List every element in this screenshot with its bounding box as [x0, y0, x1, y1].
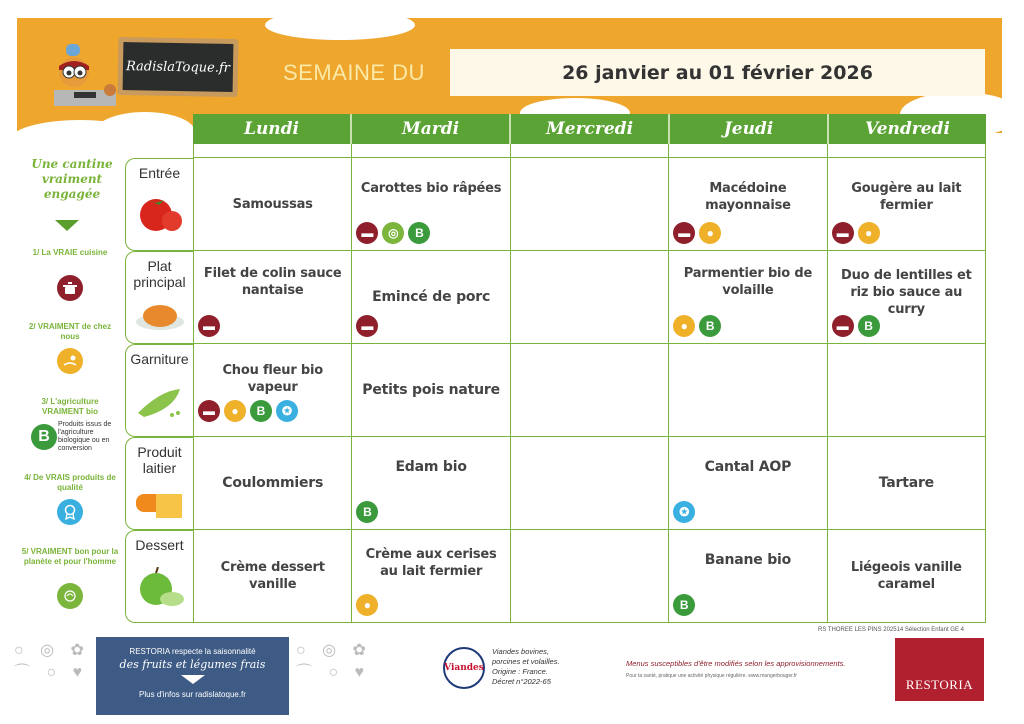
local-farm-icon [57, 348, 83, 374]
radislatoque-logo[interactable] [118, 37, 239, 97]
dish-name: Filet de colin sauce nantaise [203, 266, 342, 298]
health-notice: Pour ta santé, pratique une activité physique régulière. www.mangerbouger.fr [626, 673, 797, 679]
vegetables-decoration-icon: ○ ◎ ✿ ⌒ ○ ♥ [296, 642, 372, 681]
engagement-title: Une cantine vraiment engagée [31, 157, 113, 201]
local-farm-icon: ● [699, 222, 721, 244]
dish-name: Coulommiers [222, 474, 324, 491]
day-headers [193, 114, 986, 144]
peas-icon [134, 383, 186, 423]
row-produit-laitier [193, 437, 986, 530]
menu-cell [352, 251, 510, 344]
row-entree [193, 158, 986, 251]
bio-b-icon: B [408, 222, 430, 244]
reference-code: RS THOREE LES PINS 202514 Sélection Enfant GE 4 [818, 627, 964, 633]
dish-name: Crème dessert vanille [220, 560, 325, 592]
badge-list [356, 315, 378, 337]
triangle-down-icon [181, 675, 205, 684]
dish-name: Duo de lentilles et riz bio sauce au curry [841, 268, 972, 317]
tomato-icon [134, 193, 186, 233]
dish-name: Crème aux cerises au lait fermier [365, 547, 497, 579]
badge-list [198, 315, 220, 337]
dish-name: Emincé de porc [372, 288, 491, 305]
badge-list [832, 222, 880, 244]
dish-name: Tartare [878, 474, 934, 491]
pot-icon: ▬ [832, 222, 854, 244]
engagement-item-quality: 4/ De VRAIS produits de qualité [24, 473, 116, 492]
menu-cell [828, 437, 986, 530]
vegetables-decoration-icon: ○ ◎ ✿ ⌒ ○ ♥ [14, 642, 90, 681]
quality-medal-icon [57, 499, 83, 525]
dish-name: Banane bio [704, 552, 792, 568]
badge-list [356, 222, 430, 244]
restoria-logo [895, 638, 984, 701]
local-farm-icon: ● [356, 594, 378, 616]
dish-name: Gougère au lait fermier [851, 181, 962, 213]
bio-b-icon: B [699, 315, 721, 337]
category-label: Dessert [135, 537, 184, 553]
pot-icon: ▬ [832, 315, 854, 337]
menu-cell-empty [669, 344, 827, 437]
badge-list [673, 315, 721, 337]
pot-icon: ▬ [198, 315, 220, 337]
roast-chicken-icon [134, 296, 186, 336]
menu-cell [669, 437, 827, 530]
menu-cell [193, 158, 352, 251]
menu-cell [669, 251, 827, 344]
more-info-link[interactable]: Plus d'infos sur radislatoque.fr [139, 690, 246, 699]
meat-origin-line: porcines et volailles. [492, 657, 560, 666]
dish-name: Chou fleur bio vapeur [222, 363, 323, 395]
cheese-icon [134, 486, 186, 526]
engagement-item-bio: 3/ L'agriculture VRAIMENT bio [41, 397, 99, 416]
day-header-mercredi: Mercredi [511, 114, 670, 144]
badge-list [356, 594, 378, 616]
planet-icon [57, 583, 83, 609]
row-plat-principal [193, 251, 986, 344]
category-plat-principal [125, 251, 193, 344]
bio-b-icon: B [250, 400, 272, 422]
menu-cell [193, 530, 352, 623]
row-garniture [193, 344, 986, 437]
dish-name: Carottes bio râpées [360, 181, 502, 196]
dish-name: Parmentier bio de volaille [683, 266, 813, 298]
bio-b-icon: B [31, 424, 57, 450]
menu-cell-empty [511, 158, 669, 251]
meat-origin-info [492, 647, 560, 687]
week-label: SEMAINE DU [283, 60, 425, 85]
menu-cell [669, 530, 827, 623]
viandes-francaises-logo [443, 647, 485, 689]
menu-cell-empty [828, 344, 986, 437]
bio-b-icon: B [673, 594, 695, 616]
dish-name: Samoussas [232, 196, 313, 212]
seasonality-line1: RESTORIA respecte la saisonnalité [129, 647, 256, 656]
menu-cell [352, 344, 510, 437]
cloud-decoration [265, 10, 415, 40]
dish-name: Cantal AOP [704, 459, 792, 475]
restoria-logo-text: RESTORIA [905, 677, 974, 692]
badge-list [673, 222, 721, 244]
logo-text: RadislaToque.fr [125, 58, 231, 76]
pot-icon: ▬ [198, 400, 220, 422]
meat-origin-line: Décret n°2022-65 [492, 677, 551, 686]
seasonality-info-box[interactable] [96, 637, 289, 715]
dish-name: Liégeois vanille caramel [850, 560, 962, 592]
category-label: Entrée [138, 165, 181, 181]
row-dessert [193, 530, 986, 623]
pot-icon [57, 275, 83, 301]
day-header-lundi: Lundi [193, 114, 352, 144]
badge-list [673, 501, 695, 523]
triangle-down-icon [55, 220, 79, 231]
menu-cell [193, 437, 352, 530]
cloud-decoration [95, 112, 195, 152]
planet-icon: ◎ [382, 222, 404, 244]
menu-grid [193, 114, 986, 623]
badge-list [673, 594, 695, 616]
bio-b-icon: B [356, 501, 378, 523]
engagement-item-local: 2/ VRAIMENT de chez nous [28, 322, 112, 341]
day-header-mardi: Mardi [352, 114, 511, 144]
engagement-item-cuisine: 1/ La VRAIE cuisine [32, 248, 108, 257]
menu-cell [193, 344, 352, 437]
menu-cell [193, 251, 352, 344]
category-dessert [125, 530, 193, 623]
menu-cell [828, 251, 986, 344]
apple-icon [134, 567, 186, 607]
spacer-row [193, 144, 986, 158]
local-farm-icon: ● [858, 222, 880, 244]
pot-icon: ▬ [673, 222, 695, 244]
menu-cell-empty [511, 344, 669, 437]
menu-cell [352, 158, 510, 251]
category-garniture [125, 344, 193, 437]
meat-origin-line: Origine : France. [492, 667, 548, 676]
day-header-jeudi: Jeudi [670, 114, 829, 144]
quality-medal-icon: ✪ [276, 400, 298, 422]
badge-list [356, 501, 378, 523]
menu-cell [828, 530, 986, 623]
category-label: Plat principal [133, 258, 186, 290]
date-range-box [450, 49, 985, 96]
day-header-vendredi: Vendredi [829, 114, 986, 144]
menu-cell [828, 158, 986, 251]
menu-cell-empty [511, 251, 669, 344]
quality-medal-icon: ✪ [673, 501, 695, 523]
category-label: Produit laitier [137, 444, 182, 476]
category-entree [125, 158, 193, 251]
dish-name: Edam bio [395, 459, 467, 475]
bio-b-icon: B [858, 315, 880, 337]
menu-cell [352, 530, 510, 623]
pot-icon: ▬ [356, 222, 378, 244]
local-farm-icon: ● [673, 315, 695, 337]
badge-list [198, 400, 298, 422]
pot-icon: ▬ [356, 315, 378, 337]
menu-cell [669, 158, 827, 251]
dish-name: Petits pois nature [362, 381, 500, 398]
meat-origin-line: Viandes bovines, [492, 647, 549, 656]
badge-list [832, 315, 880, 337]
category-label: Garniture [130, 351, 189, 367]
dish-name: Macédoine mayonnaise [705, 181, 791, 213]
menu-change-notice: Menus susceptibles d'être modifiés selon les approvisionnements. [626, 659, 846, 668]
category-produit-laitier [125, 437, 193, 530]
menu-cell [352, 437, 510, 530]
seasonality-line2: des fruits et légumes frais [119, 658, 266, 671]
menu-cell-empty [511, 530, 669, 623]
date-range: 26 janvier au 01 février 2026 [562, 61, 873, 84]
menu-cell-empty [511, 437, 669, 530]
viandes-logo-text: Viandes [444, 663, 484, 673]
chef-mascot-icon [44, 42, 124, 112]
bio-note: Produits issus de l'agriculture biologique ou en conversion [58, 421, 112, 452]
local-farm-icon: ● [224, 400, 246, 422]
engagement-item-planet: 5/ VRAIMENT bon pour la planète et pour l'homme [21, 547, 119, 566]
